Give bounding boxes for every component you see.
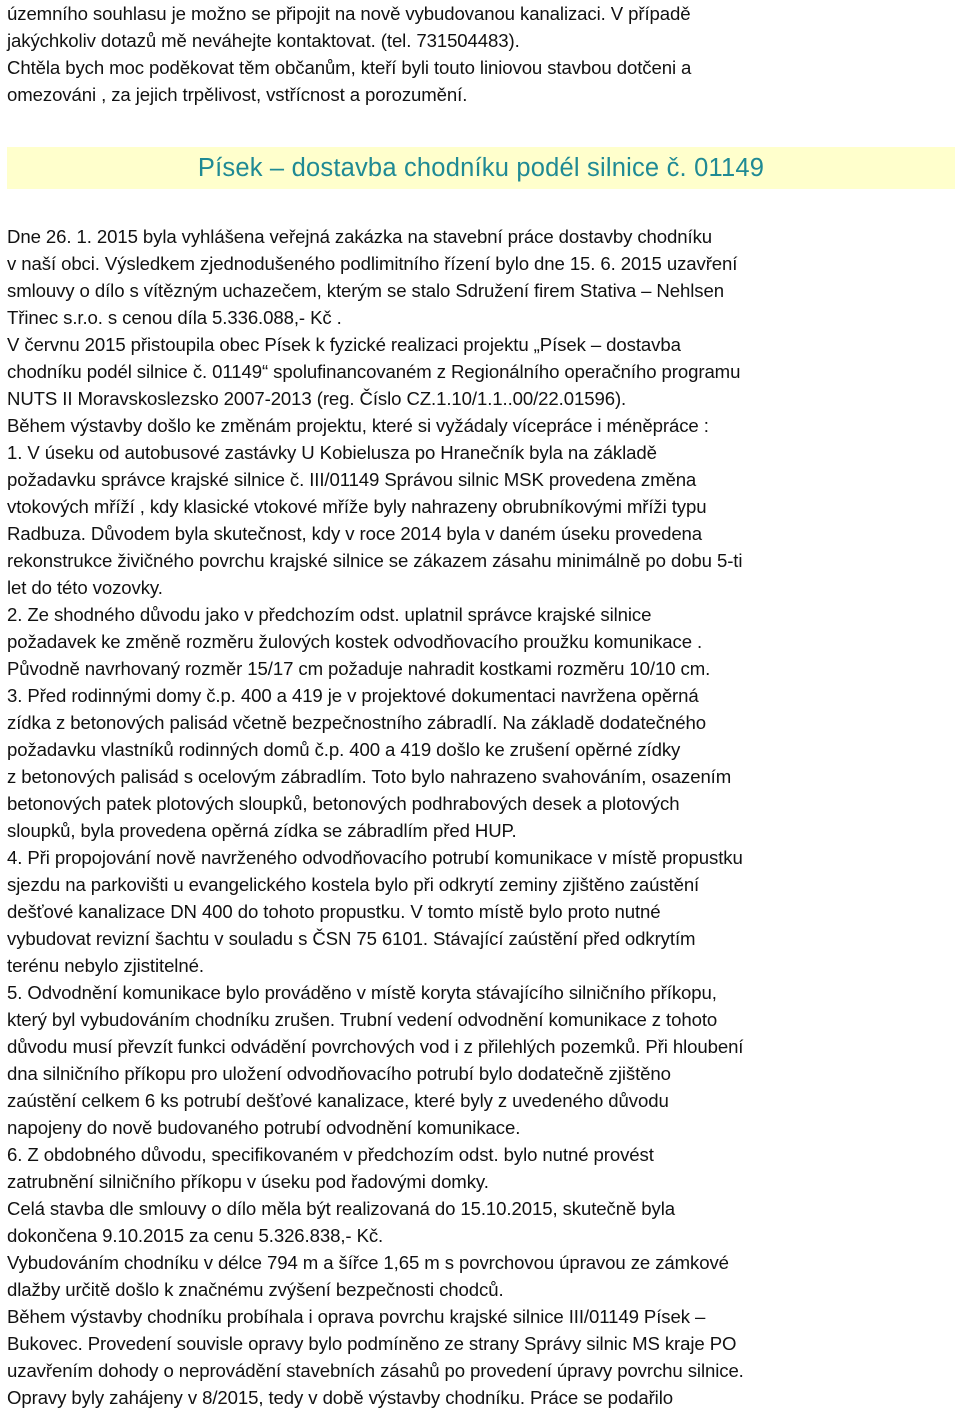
body-line: zatrubnění silničního příkopu v úseku pod řadovými domky. xyxy=(7,1171,489,1192)
body-line: Třinec s.r.o. s cenou díla 5.336.088,- Kč . xyxy=(7,307,342,328)
body-line: 4. Při propojování nově navrženého odvodňovacího potrubí komunikace v místě propustku xyxy=(7,847,743,868)
body-line: terénu nebylo zjistitelné. xyxy=(7,955,204,976)
body-line: požadavku správce krajské silnice č. III/01149 Správou silnic MSK provedena změna xyxy=(7,469,697,490)
intro-line: jakýchkoliv dotazů mě neváhejte kontaktovat. (tel. 731504483). xyxy=(7,30,520,51)
body-line: vtokových mříží , kdy klasické vtokové mříže byly nahrazeny obrubníkovými mříži typu xyxy=(7,496,707,517)
body-line: Celá stavba dle smlouvy o dílo měla být realizovaná do 15.10.2015, skutečně byla xyxy=(7,1198,675,1219)
body-line: který byl vybudováním chodníku zrušen. Trubní vedení odvodnění komunikace z tohoto xyxy=(7,1009,718,1030)
body-line: zídka z betonových palisád včetně bezpečnostního zábradlí. Na základě dodatečného xyxy=(7,712,706,733)
body-line: 5. Odvodnění komunikace bylo prováděno v místě koryta stávajícího silničního příkopu, xyxy=(7,982,717,1003)
body-line: dokončena 9.10.2015 za cenu 5.326.838,- Kč. xyxy=(7,1225,384,1246)
body-line: Původně navrhovaný rozměr 15/17 cm požaduje nahradit kostkami rozměru 10/10 cm. xyxy=(7,658,711,679)
body-line: požadavku vlastníků rodinných domů č.p. 400 a 419 došlo ke zrušení opěrné zídky xyxy=(7,739,681,760)
article-body xyxy=(7,223,957,1411)
body-line: Opravy byly zahájeny v 8/2015, tedy v době výstavby chodníku. Práce se podařilo xyxy=(7,1387,673,1408)
body-line: Vybudováním chodníku v délce 794 m a šířce 1,65 m s povrchovou úpravou ze zámkové xyxy=(7,1252,729,1273)
body-line: betonových patek plotových sloupků, betonových podhrabových desek a plotových xyxy=(7,793,680,814)
body-line: napojeny do nově budovaného potrubí odvodnění komunikace. xyxy=(7,1117,521,1138)
body-line: V červnu 2015 přistoupila obec Písek k fyzické realizaci projektu „Písek – dostavba xyxy=(7,334,681,355)
body-line: 6. Z obdobného důvodu, specifikovaném v předchozím odst. bylo nutné provést xyxy=(7,1144,654,1165)
intro-paragraph xyxy=(7,0,957,108)
body-line: sloupků, byla provedena opěrná zídka se zábradlím před HUP. xyxy=(7,820,517,841)
body-line: dlažby určitě došlo k značnému zvýšení bezpečnosti chodců. xyxy=(7,1279,504,1300)
body-line: Bukovec. Provedení souvisle opravy bylo podmíněno ze strany Správy silnic MS kraje PO xyxy=(7,1333,737,1354)
body-line: rekonstrukce živičného povrchu krajské silnice se zákazem zásahu minimálně po dobu 5-ti xyxy=(7,550,743,571)
body-line: dna silničního příkopu pro uložení odvodňovacího potrubí bylo dodatečně zjištěno xyxy=(7,1063,671,1084)
intro-line: omezováni , za jejich trpělivost, vstřícnost a porozumění. xyxy=(7,84,468,105)
body-line: NUTS II Moravskoslezsko 2007-2013 (reg. Číslo CZ.1.10/1.1..00/22.01596). xyxy=(7,388,627,409)
body-line: smlouvy o dílo s vítězným uchazečem, kterým se stalo Sdružení firem Stativa – Nehlsen xyxy=(7,280,724,301)
body-line: z betonových palisád s ocelovým zábradlím. Toto bylo nahrazeno svahováním, osazením xyxy=(7,766,732,787)
body-line: chodníku podél silnice č. 01149“ spolufinancovaném z Regionálního operačního programu xyxy=(7,361,741,382)
body-line: Dne 26. 1. 2015 byla vyhlášena veřejná zakázka na stavební práce dostavby chodníku xyxy=(7,226,713,247)
body-line: Během výstavby došlo ke změnám projektu, které si vyžádaly vícepráce i méněpráce : xyxy=(7,415,709,436)
body-line: sjezdu na parkovišti u evangelického kostela bylo při odkrytí zeminy zjištěno zaústění xyxy=(7,874,700,895)
body-line: Během výstavby chodníku probíhala i oprava povrchu krajské silnice III/01149 Písek – xyxy=(7,1306,706,1327)
body-line: zaústění celkem 6 ks potrubí dešťové kanalizace, které byly z uvedeného důvodu xyxy=(7,1090,669,1111)
intro-line: územního souhlasu je možno se připojit na nově vybudovanou kanalizaci. V případě xyxy=(7,3,691,24)
body-line: vybudovat revizní šachtu v souladu s ČSN 75 6101. Stávající zaústění před odkrytím xyxy=(7,928,696,949)
intro-line: Chtěla bych moc poděkovat těm občanům, kteří byli touto liniovou stavbou dotčeni a xyxy=(7,57,692,78)
body-line: důvodu musí převzít funkci odvádění povrchových vod i z přilehlých pozemků. Při hloubení xyxy=(7,1036,744,1057)
body-line: 3. Před rodinnými domy č.p. 400 a 419 je v projektové dokumentaci navržena opěrná xyxy=(7,685,699,706)
body-line: v naší obci. Výsledkem zjednodušeného podlimitního řízení bylo dne 15. 6. 2015 uzavření xyxy=(7,253,738,274)
body-line: 1. V úseku od autobusové zastávky U Kobielusza po Hraneční​k byla na základě xyxy=(7,442,657,463)
body-line: 2. Ze shodného důvodu jako v předchozím odst. uplatnil správce krajské silnice xyxy=(7,604,652,625)
section-title: Písek – dostavba chodníku podél silnice č. 01149 xyxy=(197,154,765,182)
section-title-banner xyxy=(7,147,955,189)
body-line: dešťové kanalizace DN 400 do tohoto propustku. V tomto místě bylo proto nutné xyxy=(7,901,661,922)
body-line: požadavek ke změně rozměru žulových kostek odvodňovacího proužku komunikace . xyxy=(7,631,703,652)
body-line: uzavřením dohody o neprovádění stavebních zásahů po provedení úpravy povrchu silnice. xyxy=(7,1360,744,1381)
body-line: Radbuza. Důvodem byla skutečnost, kdy v roce 2014 byla v daném úseku provedena xyxy=(7,523,703,544)
body-line: let do této vozovky. xyxy=(7,577,163,598)
